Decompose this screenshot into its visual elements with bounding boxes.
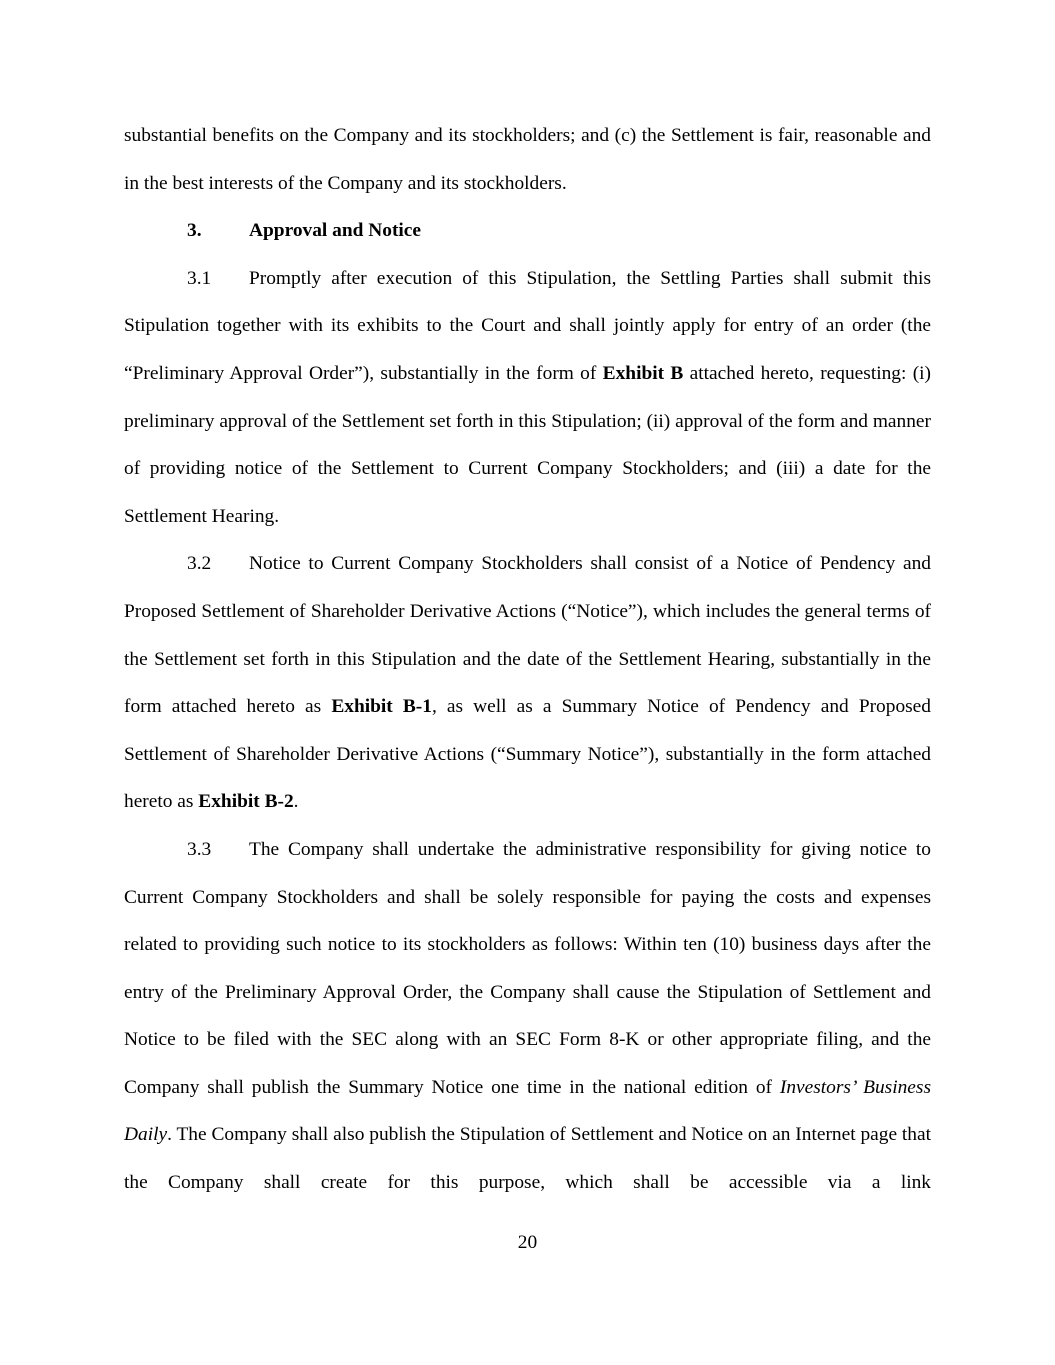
- continuation-text: substantial benefits on the Company and its stockholders; and (c) the Settlement is fair, reasonable and in the best interests of the Company and its stockholders.: [124, 125, 931, 194]
- publication-title: Investors’ Business Daily: [124, 1076, 932, 1146]
- document-body: [124, 112, 931, 1207]
- paragraph-3-3: [124, 826, 931, 1207]
- paragraph-number: 3.3: [187, 838, 212, 860]
- paragraph-text: , as well as a Summary Notice of Pendency and Proposed Settlement of Shareholder Derivative Actions (“Summary Notice”), substantially in the form attached hereto as: [124, 696, 931, 813]
- paragraph-text: Promptly after execution of this Stipulation, the Settling Parties shall submit this Stipulation together with its exhibits to the Court and shall jointly apply for entry of an order (the “Preliminary Approval Order”), substantially in the form of: [124, 267, 931, 384]
- exhibit-reference: Exhibit B-1: [331, 696, 432, 718]
- exhibit-reference: Exhibit B-2: [198, 791, 294, 813]
- paragraph-text: The Company shall undertake the administrative responsibility for giving notice to Current Company Stockholders and shall be solely responsible for paying the costs and expenses related to providing such notice to its stockholders as follows: Within ten (10) business days after the entry of the Preliminary Approval Order, the Company shall cause the Stipulation of Settlement and Notice to be filed with the SEC along with an SEC Form 8-K or other appropriate filing, and the Company shall publish the Summary Notice one time in the national edition of: [124, 838, 931, 1098]
- paragraph-text: Notice to Current Company Stockholders shall consist of a Notice of Pendency and Proposed Settlement of Shareholder Derivative Actions (“Notice”), which includes the general terms of the Settlement set forth in this Stipulation and the date of the Settlement Hearing, substantially in the form attached hereto as: [124, 553, 931, 718]
- exhibit-reference: Exhibit B: [602, 362, 684, 384]
- paragraph-text: attached hereto, requesting: (i) preliminary approval of the Settlement set forth in this Stipulation; (ii) approval of the form and manner of providing notice of the Settlement to Current Company Stockholders; and (iii) a date for the Settlement Hearing.: [124, 362, 931, 527]
- section-number: 3.: [187, 220, 202, 242]
- paragraph-text: .: [293, 791, 299, 813]
- paragraph-number: 3.1: [187, 267, 212, 289]
- section-title: Approval and Notice: [249, 220, 422, 242]
- section-heading: [124, 207, 931, 255]
- continuation-paragraph: [124, 112, 931, 207]
- paragraph-text: . The Company shall also publish the Stipulation of Settlement and Notice on an Internet page that the Company shall create for this purpose, which shall be accessible via a link: [124, 1124, 931, 1194]
- page-number: 20: [517, 1232, 538, 1253]
- paragraph-number: 3.2: [187, 553, 212, 575]
- paragraph-3-1: [124, 255, 931, 541]
- paragraph-3-2: [124, 540, 931, 826]
